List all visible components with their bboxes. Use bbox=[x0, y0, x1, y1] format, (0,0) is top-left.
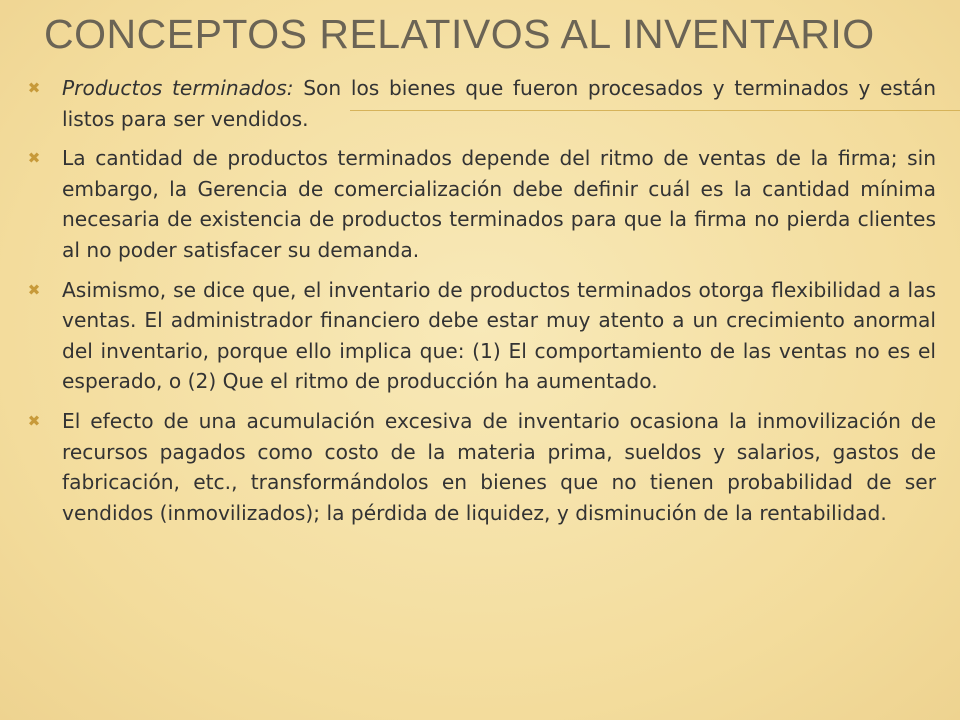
bullet-list bbox=[26, 73, 936, 537]
x-mark-icon: ✖ bbox=[27, 280, 41, 299]
x-mark-icon: ✖ bbox=[27, 411, 41, 430]
bullet-item-2 bbox=[26, 143, 936, 265]
bullet-term: Productos terminados: bbox=[62, 76, 294, 100]
x-mark-icon: ✖ bbox=[27, 149, 41, 168]
bullet-item-3 bbox=[26, 275, 936, 397]
bullet-text: Asimismo, se dice que, el inventario de productos terminados otorga flexibilidad a las ventas. El administrador financiero debe estar muy atento a un crecimiento anormal del inventario, porque ello implica que: (1) El comportamiento de las ventas no es el esperado, o (2) Que el ritmo de producción ha aumentado. bbox=[62, 277, 936, 394]
bullet-item-4 bbox=[26, 406, 936, 528]
bullet-text: La cantidad de productos terminados depende del ritmo de ventas de la firma; sin embargo, la Gerencia de comercialización debe definir cuál es la cantidad mínima necesaria de existencia de productos terminados para que la firma no pierda clientes al no poder satisfacer su demanda. bbox=[62, 146, 936, 262]
x-mark-icon: ✖ bbox=[27, 79, 41, 97]
bullet-item-1 bbox=[26, 73, 936, 134]
bullet-text: Son los bienes que fueron procesados y terminados y están listos para ser vendidos. bbox=[62, 76, 936, 131]
bullet-text: El efecto de una acumulación excesiva de inventario ocasiona la inmovilización de recursos pagados como costo de la materia prima, sueldos y salarios, gastos de fabricación, etc., transformándolos en bienes que no tienen probabilidad de ser vendidos (inmovilizados); la pérdida de liquidez, y disminución de la rentabilidad. bbox=[62, 408, 936, 525]
slide-title: CONCEPTOS RELATIVOS AL INVENTARIO bbox=[44, 11, 875, 57]
